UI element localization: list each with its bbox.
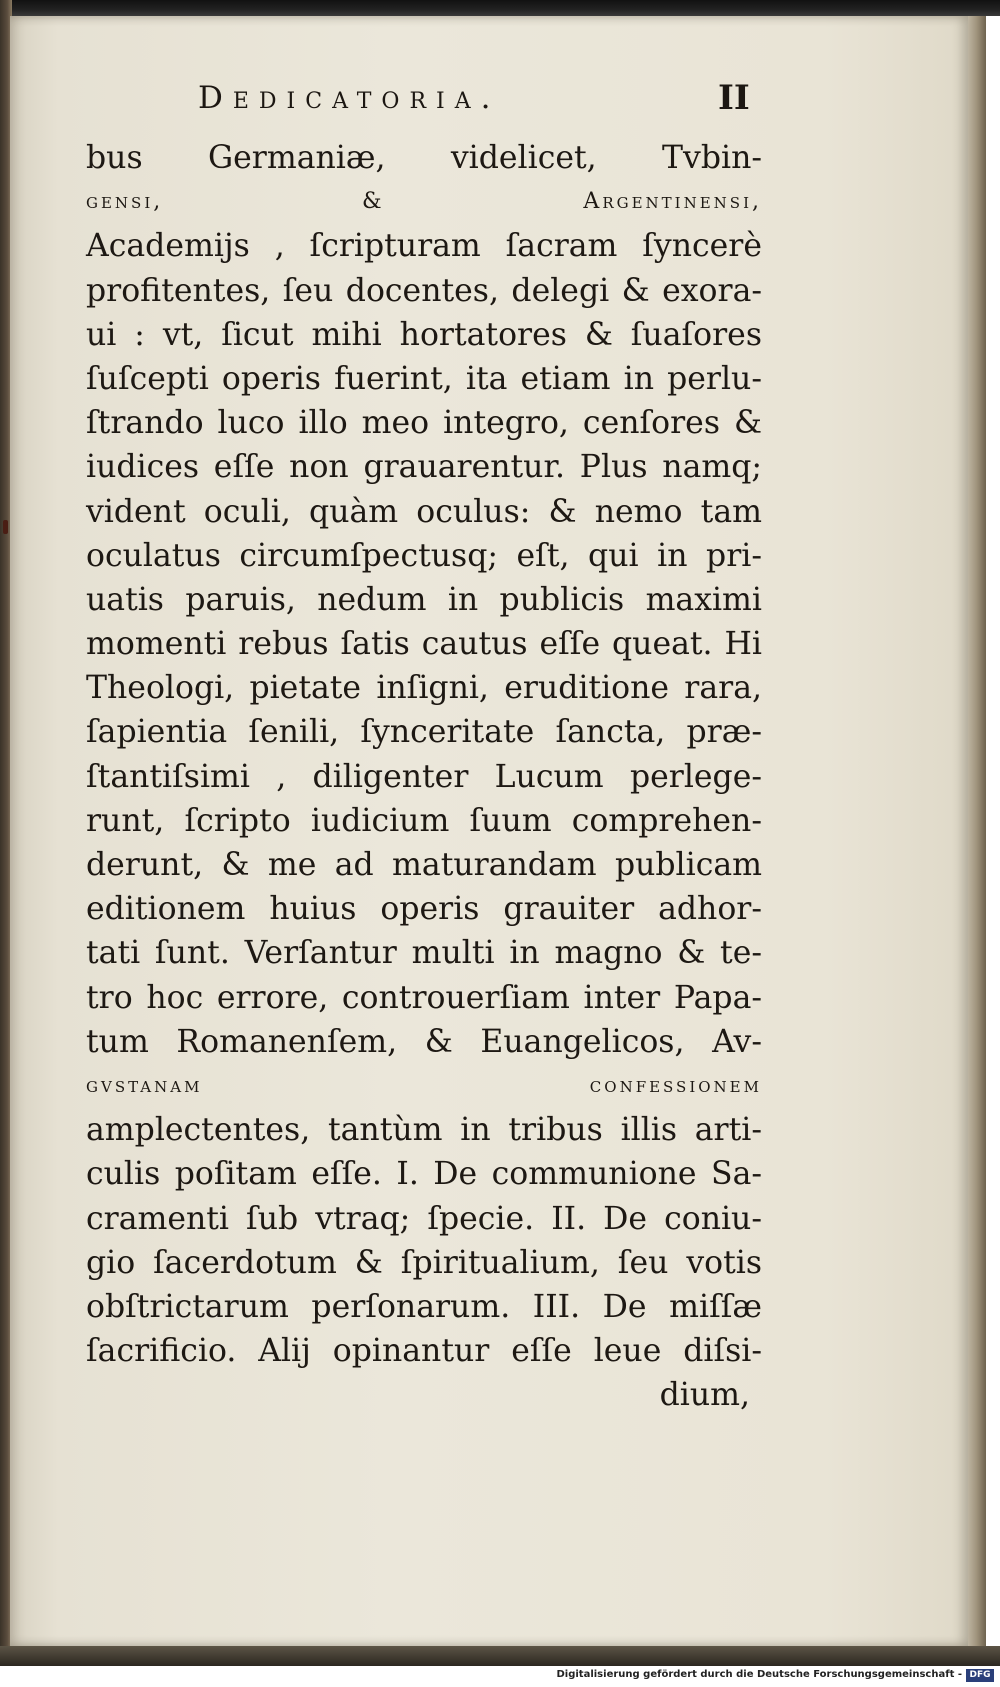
text-line: ſacrificio. Alij opinantur eſſe leue diſsi- [86,1333,762,1370]
page-number: II [718,78,750,118]
running-header: Dedicatoria. [198,80,501,116]
text-line: tum Romanenſem, & Euangelicos, Av- [86,1023,762,1060]
body-text [86,136,762,1417]
top-shadow [0,0,1000,16]
text-line: vident oculi, quàm oculus: & nemo tam [86,493,762,530]
dfg-logo: DFG [966,1669,994,1682]
text-line: ſapientia ſenili, ſynceritate ſancta, præ- [86,714,762,751]
bottom-shadow [0,1646,1000,1666]
text-line: gvstanam confessionem [86,1072,762,1098]
text-line: editionem huius operis grauiter adhor- [86,891,762,928]
text-line: Academijs , ſcripturam ſacram ſyncerè [86,228,762,265]
text-line: ſtrando luco illo meo integro, cenſores & [86,405,762,442]
text-line: runt, ſcripto iudicium ſuum comprehen- [86,802,762,839]
text-line: tati ſunt. Verſantur multi in magno & te- [86,935,762,972]
text-line: Theologi, pietate inſigni, eruditione rara, [86,670,762,707]
text-line: ui : vt, ſicut mihi hortatores & ſuaſores [86,316,762,353]
catchword: dium, [659,1377,750,1414]
text-line: cramenti ſub vtraq; ſpecie. II. De coniu- [86,1200,762,1237]
digitization-credit: Digitalisierung gefördert durch die Deutsche Forschungsgemeinschaft - [556,1669,962,1680]
text-line: iudices eſſe non grauarentur. Plus namq; [86,449,762,486]
text-line: amplectentes, tantùm in tribus illis arti- [86,1112,762,1149]
text-line: ſtantiſsimi , diligenter Lucum perlege- [86,758,762,795]
text-line: oculatus circumſpectusq; eſt, qui in pri- [86,537,762,574]
text-line: tro hoc errore, controuerſiam inter Papa- [86,979,762,1016]
text-line: momenti rebus ſatis cautus eſſe queat. Hi [86,626,762,663]
text-line: obſtrictarum perſonarum. III. De miſſæ [86,1288,762,1325]
text-line: ſuſcepti operis fuerint, ita etiam in perlu- [86,360,762,397]
text-line: bus Germaniæ, videlicet, Tvbin- [86,140,762,176]
text-line: uatis paruis, nedum in publicis maximi [86,581,762,618]
text-line: profitentes, ſeu docentes, delegi & exora- [86,272,762,309]
text-line: derunt, & me ad maturandam publicam [86,847,762,883]
text-line: gio ſacerdotum & ſpiritualium, ſeu votis [86,1244,762,1281]
margin-mark [3,520,8,534]
text-line: culis poſitam eſſe. I. De communione Sa- [86,1156,762,1193]
text-line: gensi, & Argentinensi, [86,189,762,215]
page-edge [968,16,986,1646]
